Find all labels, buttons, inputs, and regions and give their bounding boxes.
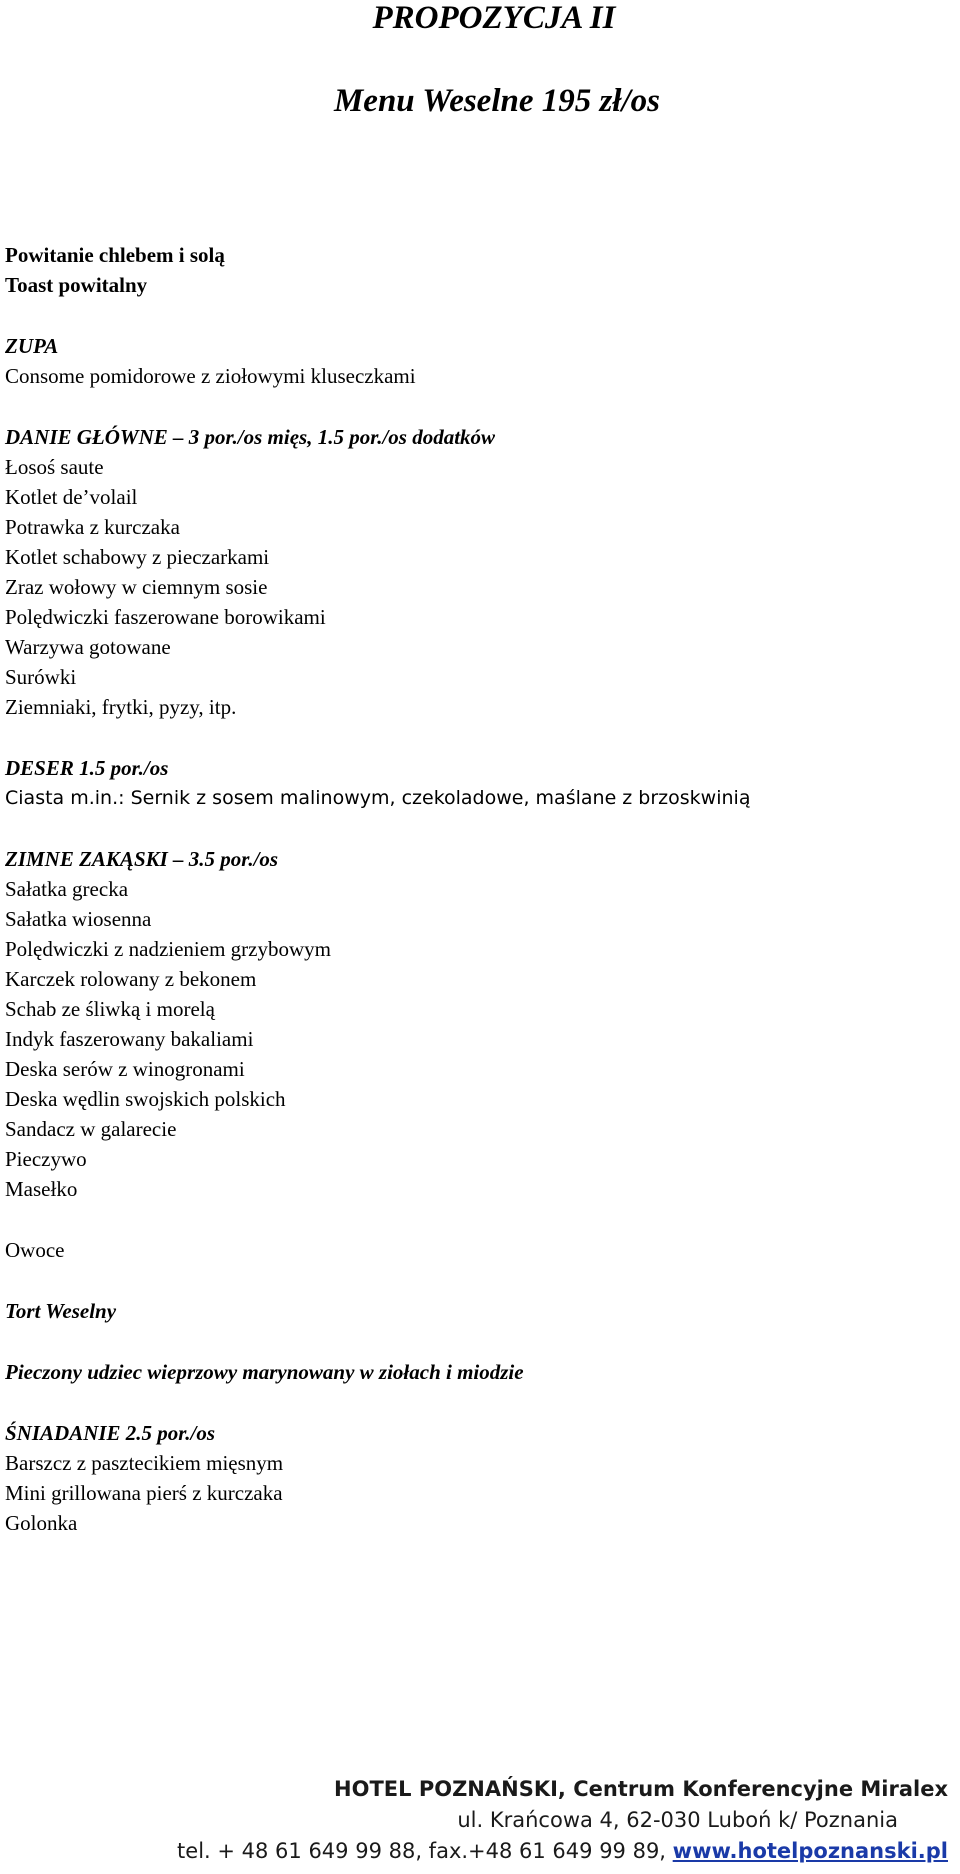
toast-line: Toast powitalny [5,273,148,297]
cold-starters-heading: ZIMNE ZAKĄSKI – 3.5 por./os [5,847,279,871]
main-course-item: Łosoś saute [5,455,104,479]
wedding-cake-line: Tort Weselny [5,1299,117,1323]
main-course-item: Zraz wołowy w ciemnym sosie [5,575,268,599]
main-course-item: Potrawka z kurczaka [5,515,180,539]
cold-starter-item: Sałatka grecka [5,877,129,901]
breakfast-item: Golonka [5,1511,78,1535]
footer-contact [0,1836,948,1866]
footer-address: ul. Krańcowa 4, 62-030 Luboń k/ Poznania [457,1808,898,1832]
soup-item: Consome pomidorowe z ziołowymi kluseczkami [5,364,416,388]
main-course-item: Surówki [5,665,77,689]
proposal-title: PROPOZYCJA II [372,0,616,36]
cold-starter-item: Schab ze śliwką i morelą [5,997,215,1021]
main-course-item: Ziemniaki, frytki, pyzy, itp. [5,695,237,719]
cold-starter-item: Polędwiczki z nadzieniem grzybowym [5,937,331,961]
cold-starter-item: Deska wędlin swojskich polskich [5,1087,286,1111]
main-courses-heading: DANIE GŁÓWNE – 3 por./os mięs, 1.5 por./os dodatków [5,425,496,449]
fruit-line: Owoce [5,1238,65,1262]
breakfast-item: Barszcz z pasztecikiem mięsnym [5,1451,284,1475]
breakfast-heading: ŚNIADANIE 2.5 por./os [5,1421,216,1445]
main-course-item: Kotlet de’volail [5,485,138,509]
main-course-item: Polędwiczki faszerowane borowikami [5,605,326,629]
welcome-line: Powitanie chlebem i solą [5,243,225,267]
menu-title: Menu Weselne 195 zł/os [333,83,661,119]
main-course-item: Warzywa gotowane [5,635,171,659]
cold-starter-item: Pieczywo [5,1147,87,1171]
cold-starter-item: Deska serów z winogronami [5,1057,245,1081]
website-link[interactable]: www.hotelpoznanski.pl [672,1839,948,1863]
dessert-item: Ciasta m.in.: Sernik z sosem malinowym, czekoladowe, maślane z brzoskwinią [5,787,751,809]
soup-heading: ZUPA [5,334,59,358]
dessert-heading: DESER 1.5 por./os [5,756,169,780]
cold-starter-item: Sandacz w galarecie [5,1117,177,1141]
cold-starter-item: Indyk faszerowany bakaliami [5,1027,254,1051]
footer-phone-fax: tel. + 48 61 649 99 88, fax.+48 61 649 99 89, [177,1839,673,1863]
cold-starter-item: Masełko [5,1177,78,1201]
breakfast-item: Mini grillowana pierś z kurczaka [5,1481,283,1505]
main-course-item: Kotlet schabowy z pieczarkami [5,545,270,569]
footer-hotel-name: HOTEL POZNAŃSKI, Centrum Konferencyjne Miralex [334,1777,948,1801]
roast-line: Pieczony udziec wieprzowy marynowany w ziołach i miodzie [5,1360,524,1384]
cold-starter-item: Karczek rolowany z bekonem [5,967,257,991]
cold-starter-item: Sałatka wiosenna [5,907,152,931]
